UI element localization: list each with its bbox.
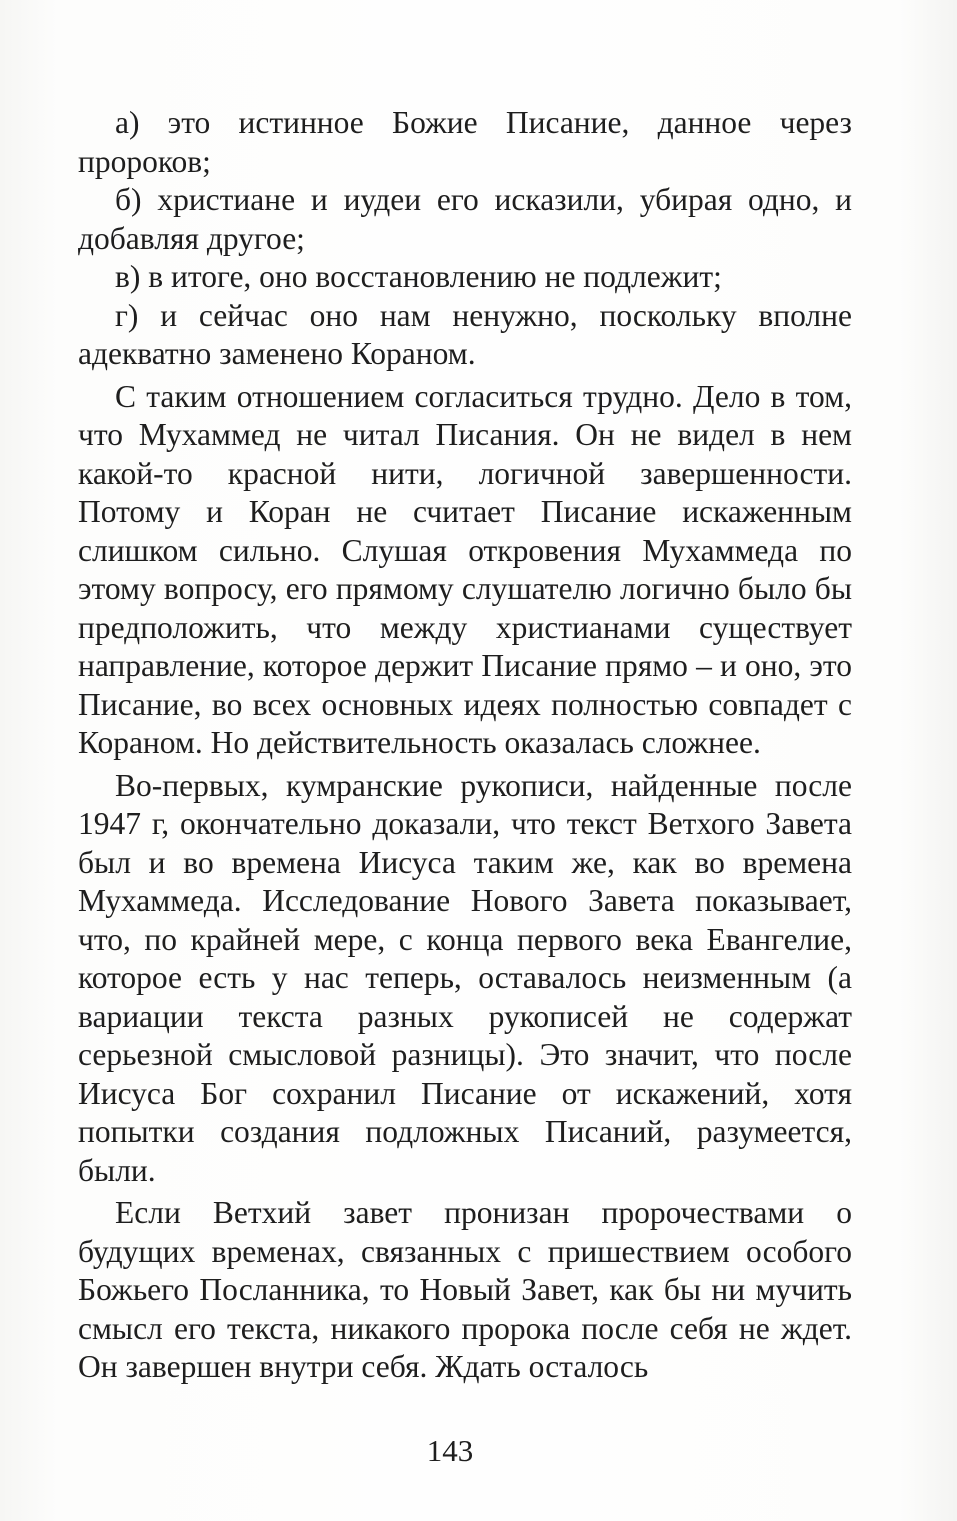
page-body-text xyxy=(78,104,852,1387)
paragraph-quran-view: С таким отношением согласиться трудно. Дело в том, что Мухаммед не читал Писания. Он не видел в нем какой-то красной нити, логичной завершенности. Потому и Коран не считает Писание искаженным слишком сильно. Слушая откровения Мухаммеда по этому вопросу, его прямому слушателю логично было бы предположить, что между христианами существует направление, которое держит Писание прямо – и оно, это Писание, во всех основных идеях полностью совпадет с Кораном. Но действительность оказалась сложнее. xyxy=(78,378,852,760)
paragraph-qumran-manuscripts: Во-первых, кумранские рукописи, найденные после 1947 г, окончательно доказали, что текст Ветхого Завета был и во времена Иисуса таким же, как во времена Мухаммеда. Исследование Нового Завета показывает, что, по крайней мере, с конца первого века Евангелие, которое есть у нас теперь, оставалось неизменным (а вариации текста разных рукописей не содержат серьезной смысловой разницы). Это значит, что после Иисуса Бог сохранил Писание от искажений, хотя попытки создания подложных Писаний, разумеется, были. xyxy=(78,767,852,1188)
paragraph-old-testament-prophecies: Если Ветхий завет пронизан пророчествами о будущих временах, связанных с пришествием особого Божьего Посланника, то Новый Завет, как бы ни мучить смысл его текста, никакого пророка после себя не ждет. Он завершен внутри себя. Ждать осталось xyxy=(78,1195,852,1384)
list-item-b: б) христиане и иудеи его исказили, убирая одно, и добавляя другое; xyxy=(78,182,852,256)
page-number: 143 xyxy=(426,1433,474,1468)
list-item-c: в) в итоге, оно восстановлению не подлежит; xyxy=(115,259,722,294)
list-item-d: г) и сейчас оно нам ненужно, поскольку вполне адекватно заменено Кораном. xyxy=(78,297,852,371)
list-item-a: а) это истинное Божие Писание, данное через пророков; xyxy=(78,105,852,179)
